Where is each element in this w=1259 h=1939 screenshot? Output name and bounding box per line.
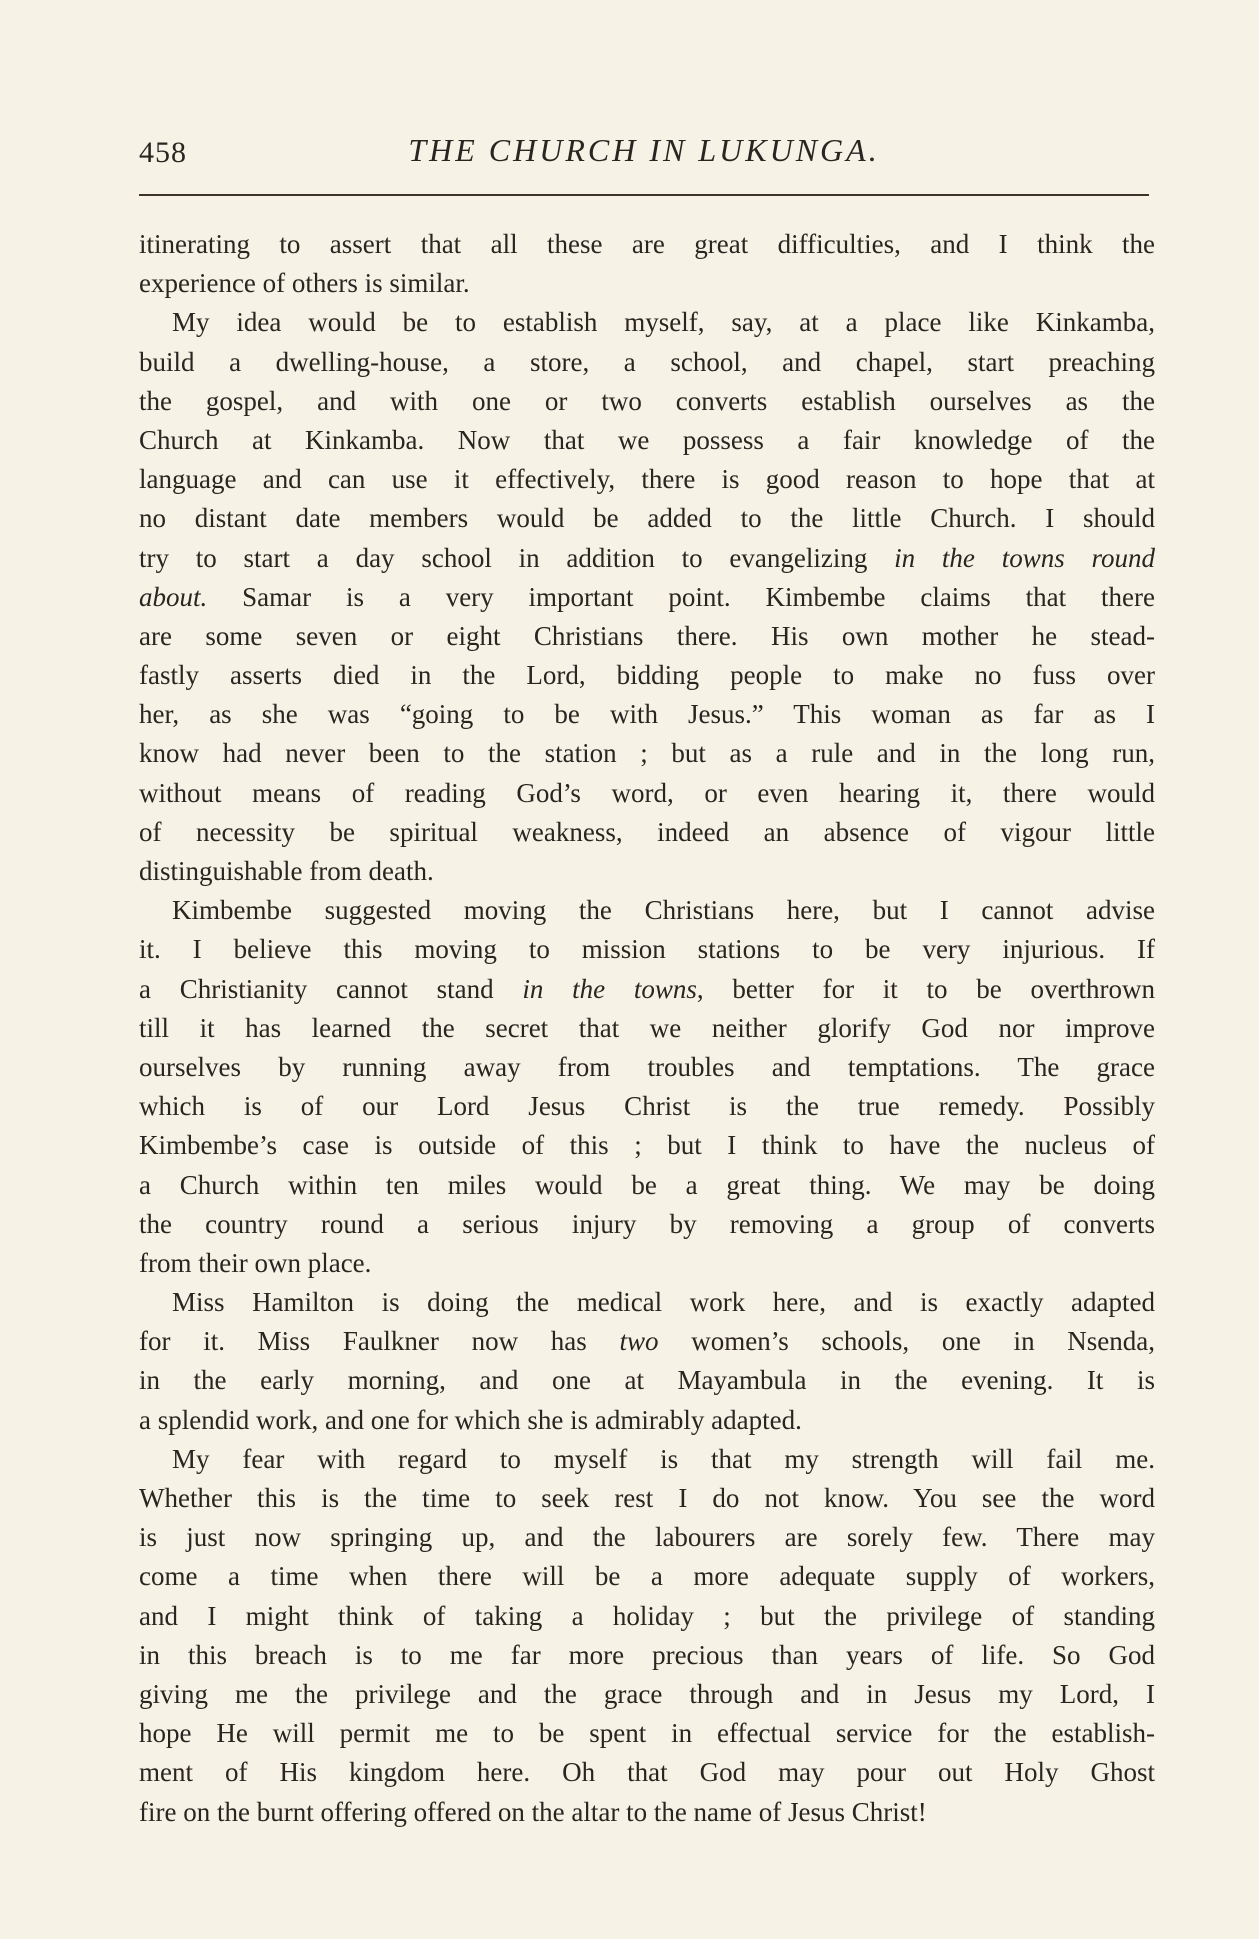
text-line: without means of reading God’s word, or even hearing it, there would xyxy=(139,777,1155,808)
text-line: build a dwelling-house, a store, a school, and chapel, start preaching xyxy=(139,346,1155,377)
text-line: hope He will permit me to be spent in effectual service for the establish- xyxy=(139,1718,1155,1749)
text-line: experience of others is similar. xyxy=(139,268,470,299)
text-line: which is of our Lord Jesus Christ is the true remedy. Possibly xyxy=(139,1091,1155,1122)
text-line: Miss Hamilton is doing the medical work here, and is exactly adapted xyxy=(172,1287,1155,1318)
text-line: know had never been to the station ; but as a rule and in the long run, xyxy=(139,738,1155,769)
text-line: distinguishable from death. xyxy=(139,856,434,886)
text-line: fire on the burnt offering offered on the altar to the name of Jesus Christ! xyxy=(139,1796,927,1827)
text-line: itinerating to assert that all these are great difficulties, and I think the xyxy=(139,229,1155,259)
text-line: come a time when there will be a more adequate supply of workers, xyxy=(139,1561,1155,1592)
text-line: in this breach is to me far more precious than years of life. So God xyxy=(139,1639,1155,1670)
text-line: My idea would be to establish myself, say, at a place like Kinkamba, xyxy=(172,307,1155,338)
text-line: the gospel, and with one or two converts establish ourselves as the xyxy=(139,385,1155,416)
text-line: for it. Miss Faulkner now has two women’s schools, one in Nsenda, xyxy=(139,1326,1155,1357)
text-line: Kimbembe’s case is outside of this ; but I think to have the nucleus of xyxy=(139,1130,1155,1161)
text-line: her, as she was “going to be with Jesus.” This woman as far as I xyxy=(139,699,1155,730)
text-line: in the early morning, and one at Mayambula in the evening. It is xyxy=(139,1365,1155,1396)
text-line: and I might think of taking a holiday ; but the privilege of standing xyxy=(139,1600,1155,1631)
text-line: is just now springing up, and the labourers are sorely few. There may xyxy=(139,1522,1155,1553)
text-line: are some seven or eight Christians there. His own mother he stead- xyxy=(139,620,1155,651)
text-line: Whether this is the time to seek rest I do not know. You see the word xyxy=(139,1483,1155,1513)
text-line: Church at Kinkamba. Now that we possess a fair knowledge of the xyxy=(139,424,1155,455)
text-line: Kimbembe suggested moving the Christians here, but I cannot advise xyxy=(172,895,1155,926)
text-line: ment of His kingdom here. Oh that God may pour out Holy Ghost xyxy=(139,1757,1155,1788)
text-line: giving me the privilege and the grace through and in Jesus my Lord, I xyxy=(139,1678,1155,1709)
page-number: 458 xyxy=(139,136,187,169)
running-head xyxy=(139,132,1149,172)
text-line: try to start a day school in addition to evangelizing in the towns round xyxy=(139,542,1155,573)
text-line: a Christianity cannot stand in the towns, better for it to be overthrown xyxy=(139,973,1155,1004)
text-line: the country round a serious injury by removing a group of converts xyxy=(139,1208,1155,1239)
text-line: a splendid work, and one for which she is admirably adapted. xyxy=(139,1404,802,1435)
body-text xyxy=(139,225,1155,1832)
text-line: no distant date members would be added to the little Church. I should xyxy=(139,503,1155,534)
text-line: about. Samar is a very important point. Kimbembe claims that there xyxy=(139,581,1155,612)
running-title: THE CHURCH IN LUKUNGA. xyxy=(408,132,880,168)
header-rule xyxy=(139,194,1149,196)
text-line: a Church within ten miles would be a great thing. We may be doing xyxy=(139,1169,1155,1200)
text-line: ourselves by running away from troubles and temptations. The grace xyxy=(139,1051,1155,1082)
text-line: from their own place. xyxy=(139,1247,372,1278)
text-line: My fear with regard to myself is that my strength will fail me. xyxy=(172,1443,1155,1474)
text-line: fastly asserts died in the Lord, bidding people to make no fuss over xyxy=(139,660,1155,691)
text-line: it. I believe this moving to mission stations to be very injurious. If xyxy=(139,934,1155,965)
text-line: till it has learned the secret that we neither glorify God nor improve xyxy=(139,1012,1155,1043)
text-line: language and can use it effectively, there is good reason to hope that at xyxy=(139,464,1155,495)
text-line: of necessity be spiritual weakness, indeed an absence of vigour little xyxy=(139,816,1155,847)
